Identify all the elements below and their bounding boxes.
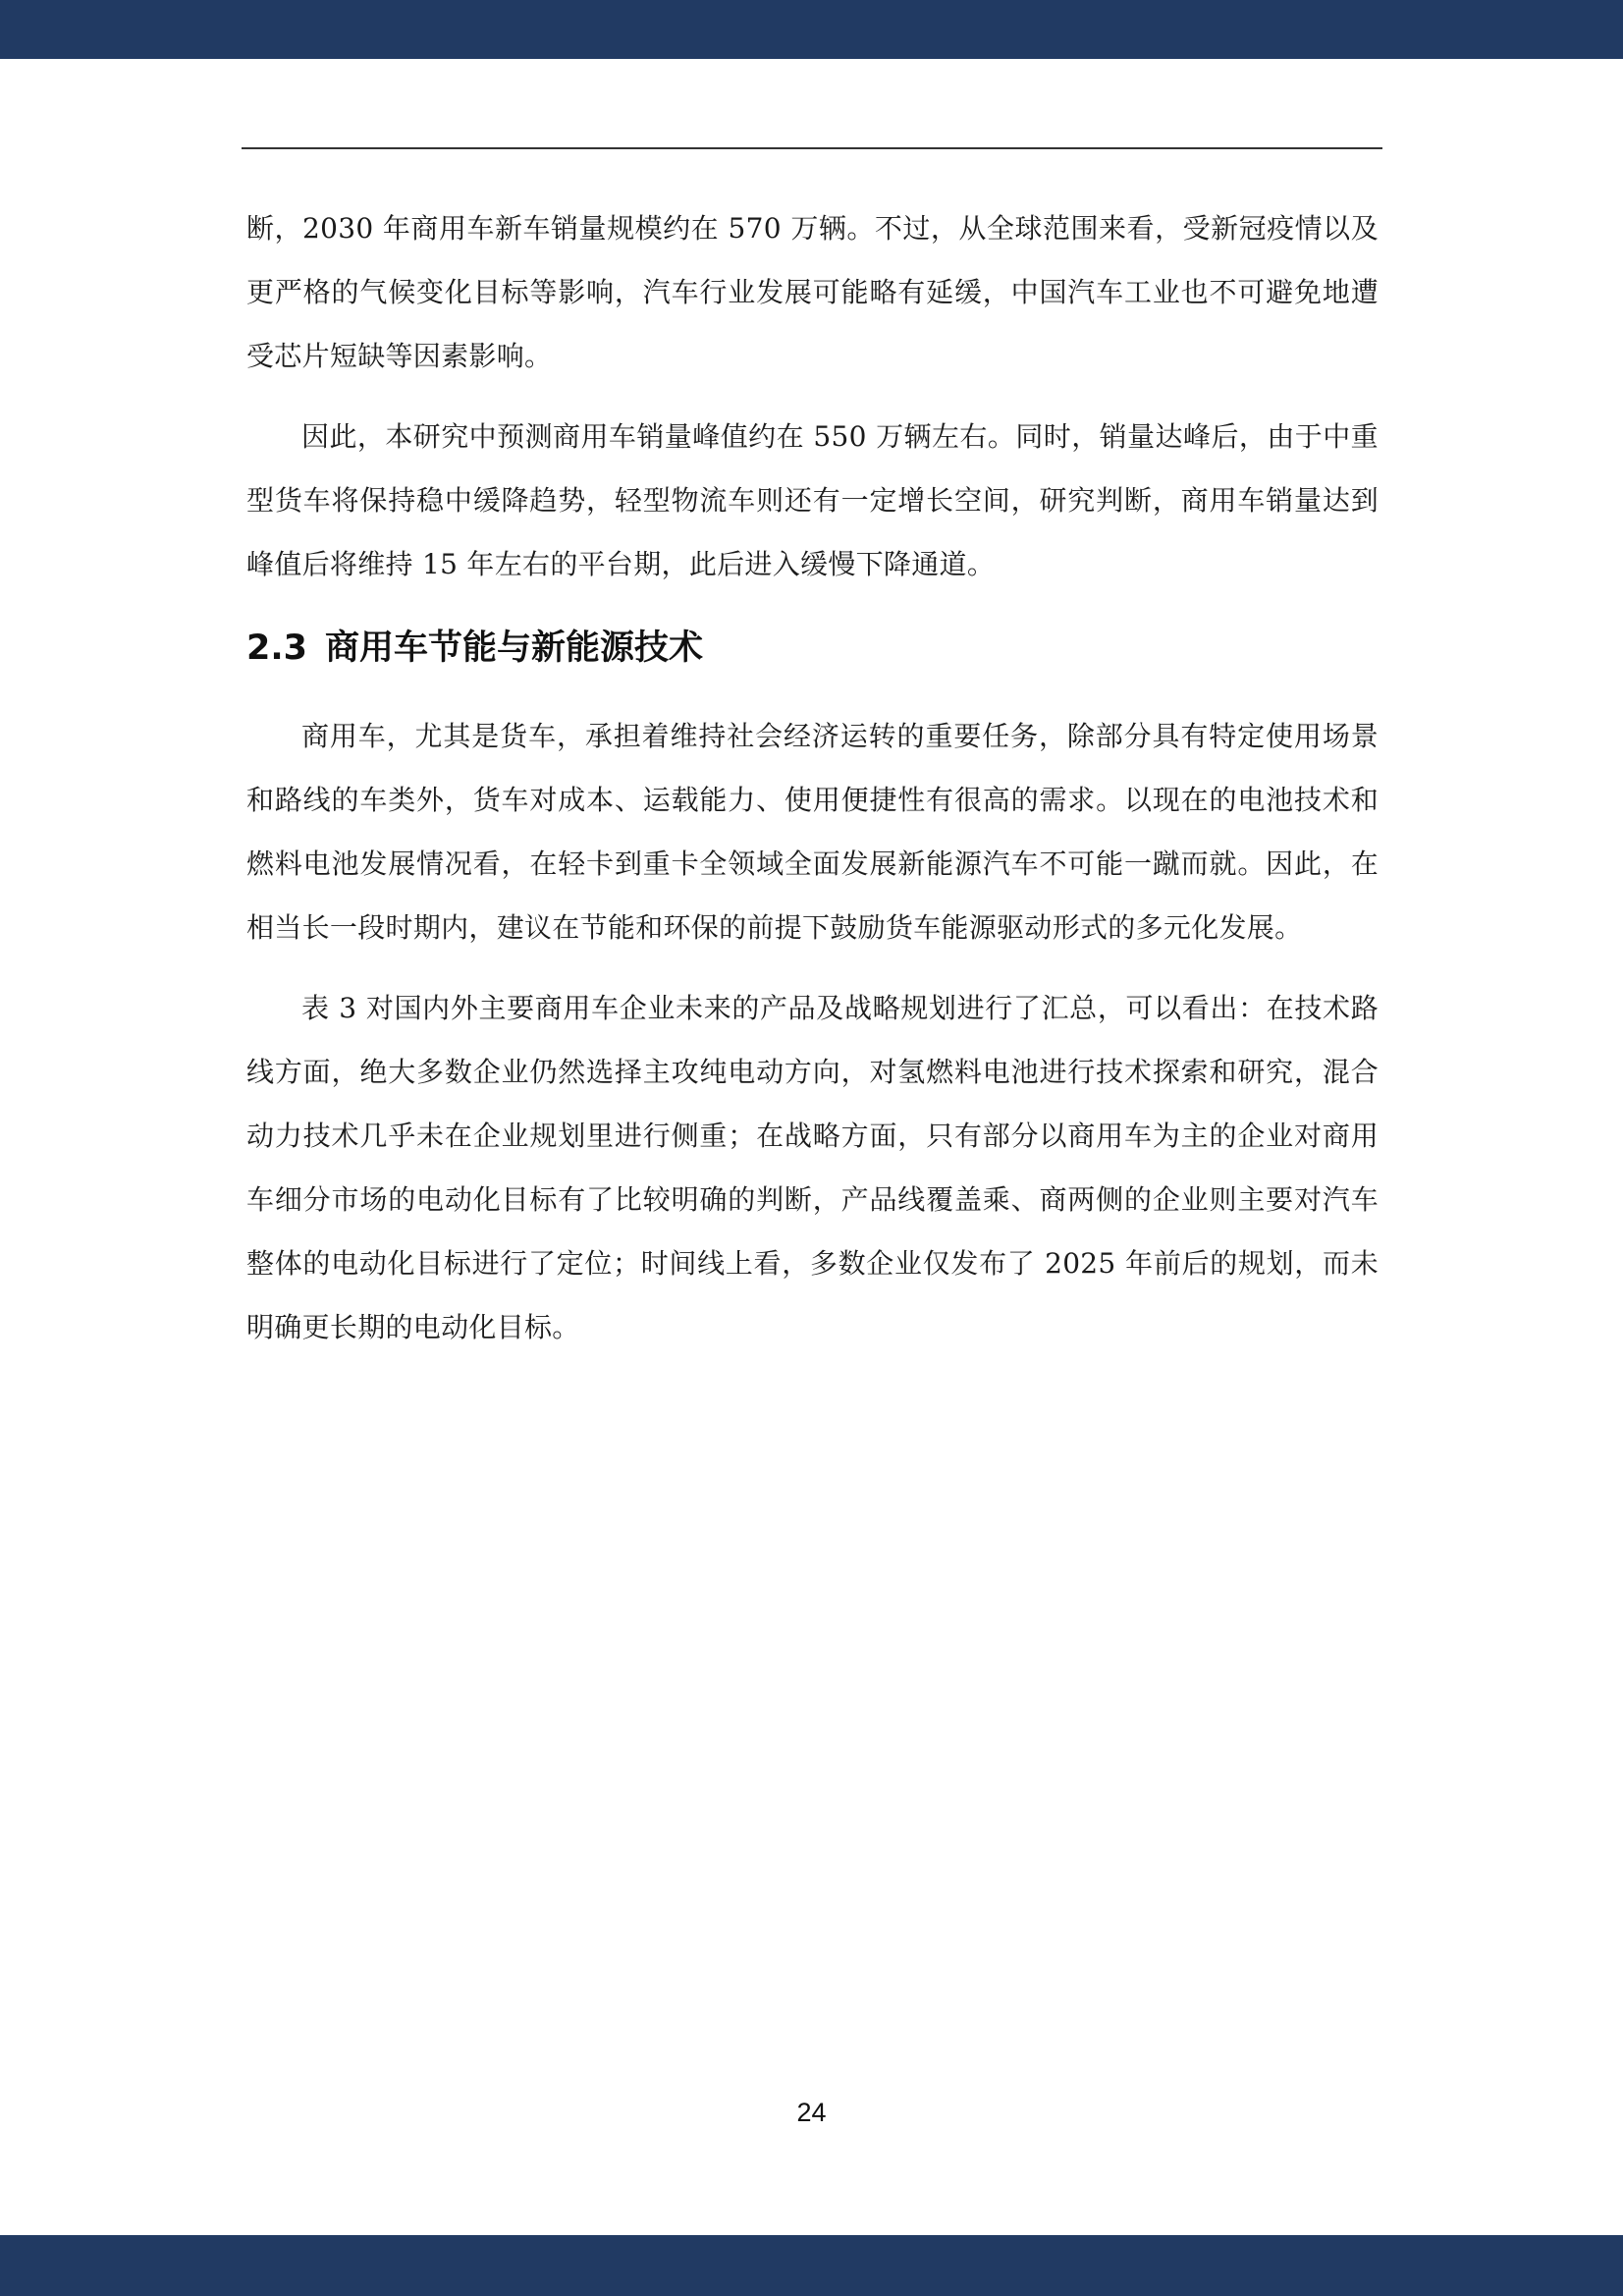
header-band: [0, 0, 1623, 59]
paragraph-sales-scale: 断，2030 年商用车新车销量规模约在 570 万辆。不过，从全球范围来看，受新冠疫情以及更严格的气候变化目标等影响，汽车行业发展可能略有延缓，中国汽车工业也不可避免地遭受芯片短缺等因素影响。: [246, 212, 1379, 372]
header-rule: [242, 147, 1382, 149]
page-number: 24: [796, 2098, 827, 2127]
footer-band: [0, 2235, 1623, 2296]
paragraph-sales-peak: 因此，本研究中预测商用车销量峰值约在 550 万辆左右。同时，销量达峰后，由于中重型货车将保持稳中缓降趋势，轻型物流车则还有一定增长空间，研究判断，商用车销量达到峰值后将维持 15 年左右的平台期，此后进入缓慢下降通道。: [246, 420, 1379, 580]
section-title: 商用车节能与新能源技术: [325, 629, 704, 668]
page-content: [246, 196, 1379, 1376]
section-heading: [246, 624, 1379, 673]
paragraph-table-summary: 表 3 对国内外主要商用车企业未来的产品及战略规划进行了汇总，可以看出：在技术路线方面，绝大多数企业仍然选择主攻纯电动方向，对氢燃料电池进行技术探索和研究，混合动力技术几乎未在企业规划里进行侧重；在战略方面，只有部分以商用车为主的企业对商用车细分市场的电动化目标有了比较明确的判断，产品线覆盖乘、商两侧的企业则主要对汽车整体的电动化目标进行了定位；时间线上看，多数企业仅发布了 2025 年前后的规划，而未明确更长期的电动化目标。: [246, 992, 1379, 1343]
paragraph-energy-tech: 商用车，尤其是货车，承担着维持社会经济运转的重要任务，除部分具有特定使用场景和路线的车类外，货车对成本、运载能力、使用便捷性有很高的需求。以现在的电池技术和燃料电池发展情况看，在轻卡到重卡全领域全面发展新能源汽车不可能一蹴而就。因此，在相当长一段时期内，建议在节能和环保的前提下鼓励货车能源驱动形式的多元化发展。: [246, 720, 1379, 944]
section-number: 2.3: [246, 629, 308, 668]
